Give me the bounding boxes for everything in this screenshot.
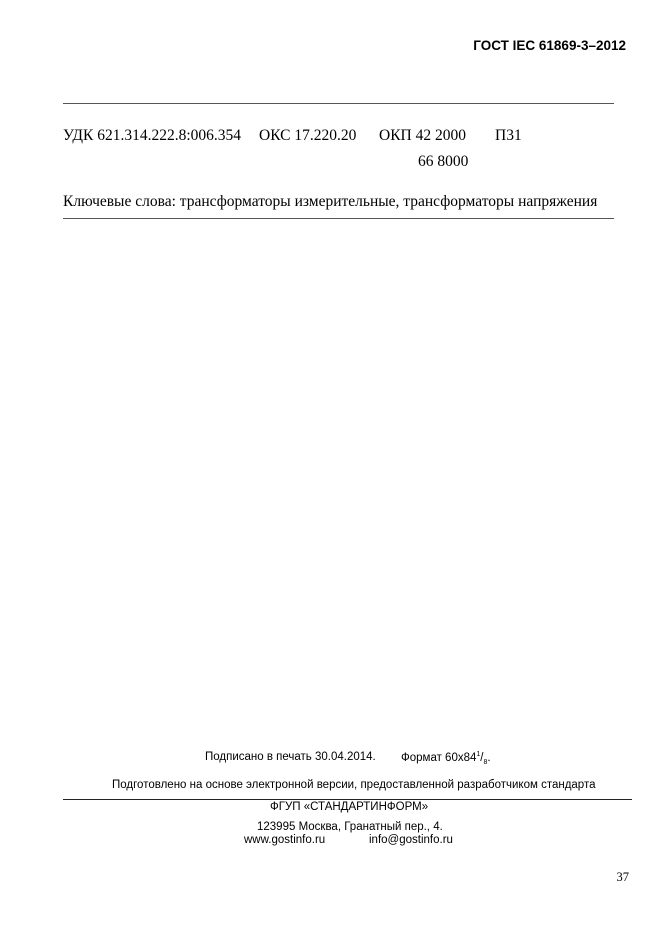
- keywords-divider: [63, 218, 614, 219]
- format-prefix: Формат 60x84: [401, 751, 477, 764]
- keywords-line: Ключевые слова: трансформаторы измерительные, трансформаторы напряжения: [63, 193, 598, 210]
- udk-code: УДК 621.314.222.8:006.354: [63, 127, 242, 144]
- publisher-website: www.gostinfo.ru: [244, 834, 326, 846]
- publisher-address: 123995 Москва, Гранатный пер., 4.: [257, 821, 443, 833]
- standard-code-header: ГОСТ IEC 61869-3–2012: [473, 38, 626, 53]
- header-divider: [63, 103, 614, 104]
- prepared-note: Подготовлено на основе электронной версии, предоставленной разработчиком стандарта: [112, 779, 596, 791]
- format-suffix: .: [487, 751, 491, 764]
- format-numerator: 1: [476, 751, 481, 758]
- format-denominator: 8: [483, 759, 488, 767]
- imprint-divider: [63, 799, 632, 800]
- signed-for-print: Подписано в печать 30.04.2014.: [205, 751, 376, 763]
- publisher-email: info@gostinfo.ru: [369, 834, 453, 846]
- okp-code: ОКП 42 2000: [379, 127, 466, 144]
- paper-format: Формат $60x84^1/_8$.: [401, 751, 491, 767]
- group-code: П31: [495, 127, 522, 144]
- oks-code: ОКС 17.220.20: [259, 127, 357, 144]
- publisher-name: ФГУП «СТАНДАРТИНФОРМ»: [270, 801, 429, 813]
- page-number: 37: [616, 870, 629, 884]
- okp-code-second: 66 8000: [418, 153, 469, 170]
